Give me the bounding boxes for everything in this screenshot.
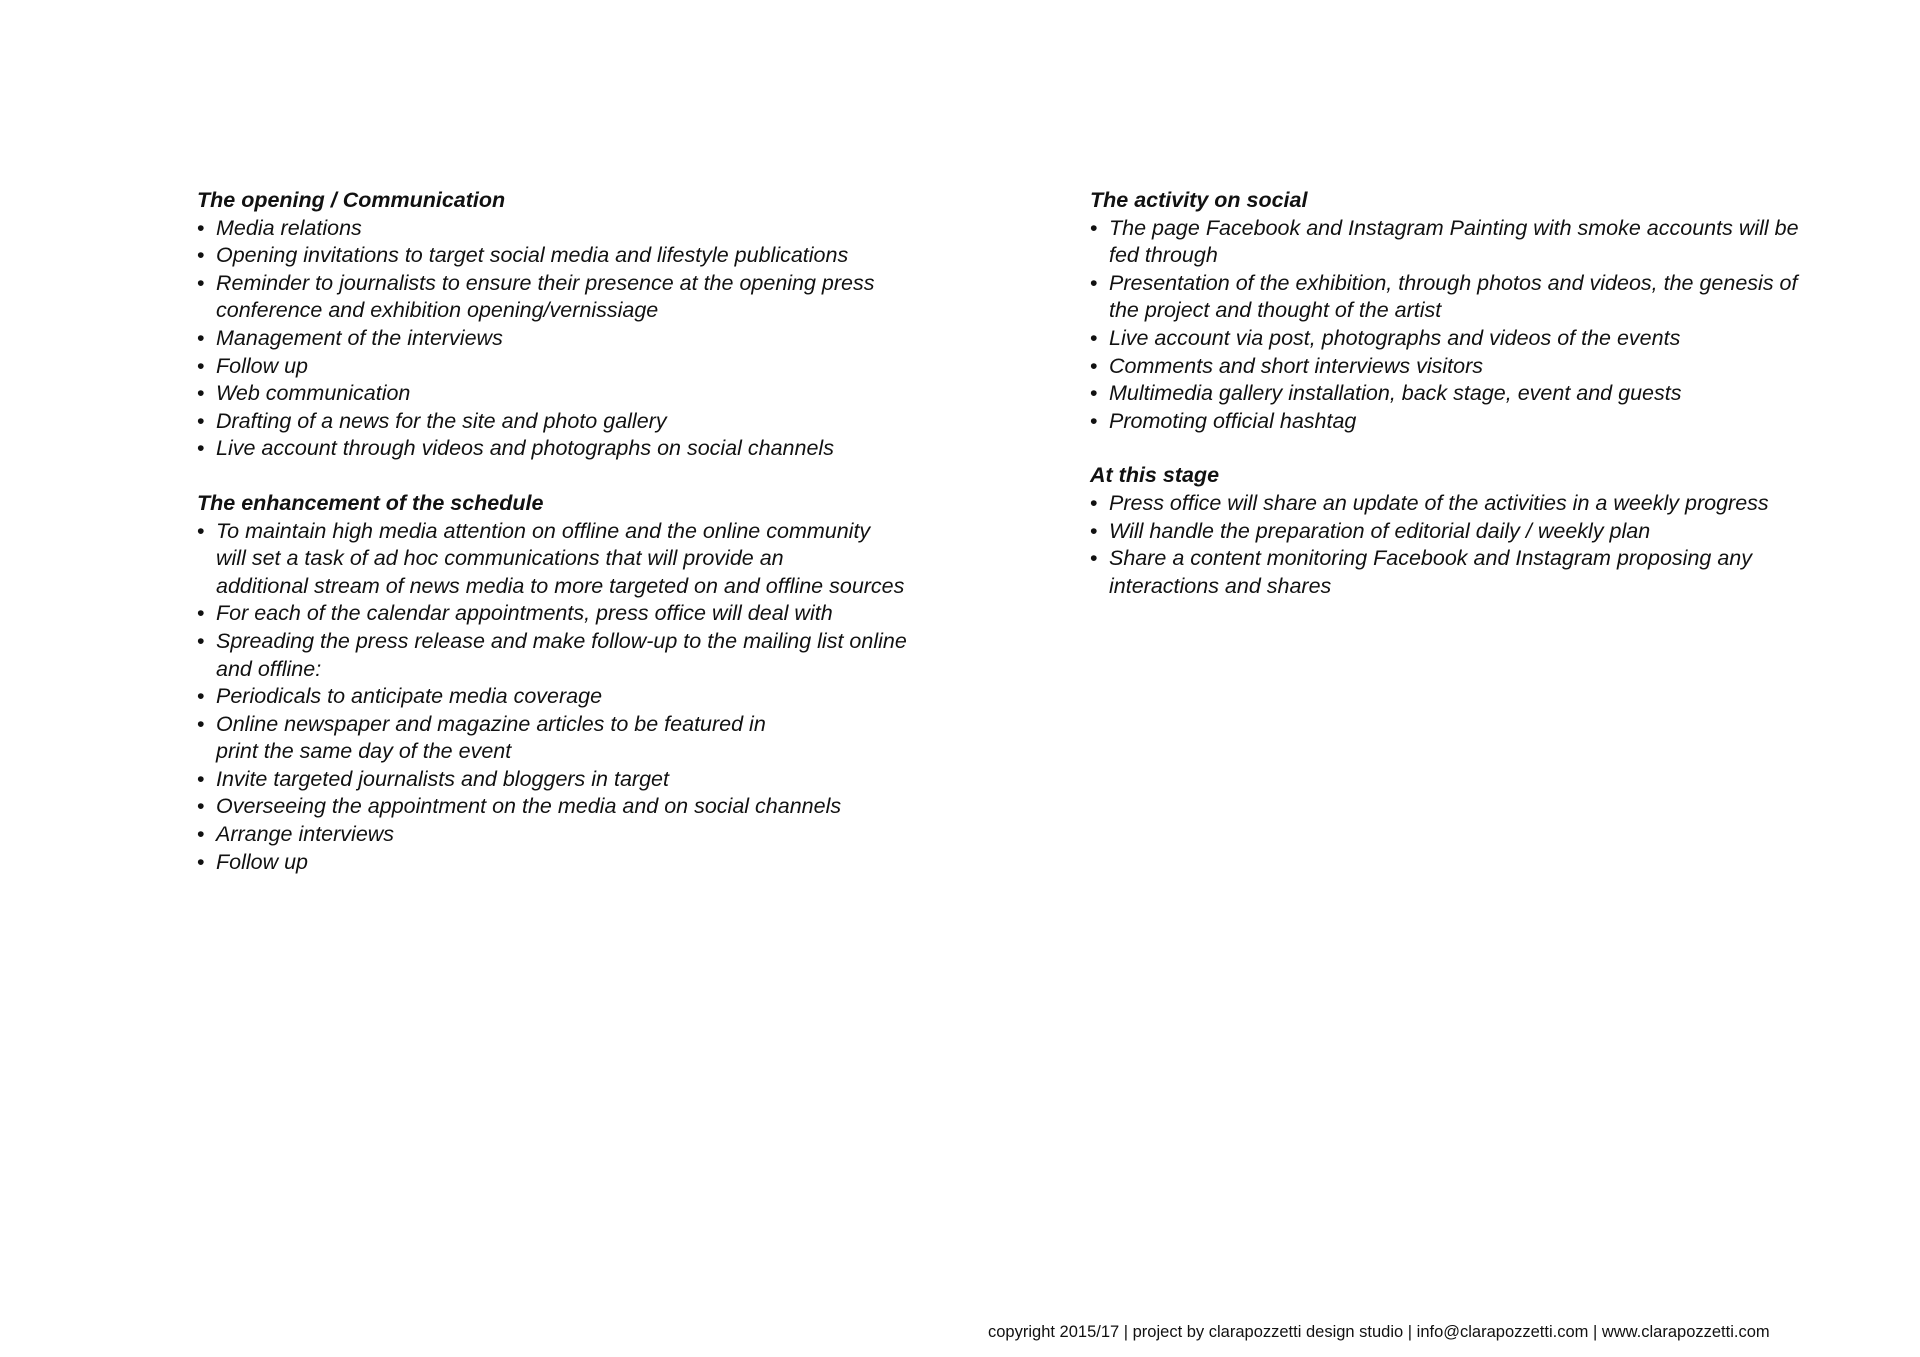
section-activity-social (1090, 187, 1890, 435)
list-item (1090, 545, 1890, 600)
list-item (197, 408, 997, 436)
list-item (197, 435, 997, 463)
bullet-list (1090, 215, 1890, 436)
list-item (1090, 215, 1890, 270)
list-item-line: • Press office will share an update of the activities in a weekly progress (1109, 490, 1769, 515)
list-item (197, 628, 997, 683)
list-item-line: interactions and shares (1109, 573, 1332, 598)
section-title: The enhancement of the schedule (197, 490, 544, 515)
list-item (197, 766, 997, 794)
list-item (197, 711, 997, 766)
list-item (197, 683, 997, 711)
bullet-list (1090, 490, 1890, 600)
list-item-line: • To maintain high media attention on offline and the online community (216, 518, 871, 543)
list-item-line: fed through (1109, 243, 1218, 268)
list-item-line: • Follow up (216, 353, 309, 378)
list-item (197, 242, 997, 270)
list-item-line: • Invite targeted journalists and bloggers in target (216, 766, 669, 791)
list-item-line: • Arrange interviews (216, 822, 395, 847)
list-item (197, 325, 997, 353)
list-item (197, 353, 997, 381)
list-item-line: • Promoting official hashtag (1109, 408, 1357, 433)
list-item-line: • Opening invitations to target social media and lifestyle publications (216, 243, 849, 268)
section-title: At this stage (1090, 463, 1220, 488)
list-item-line: • Periodicals to anticipate media coverage (216, 684, 603, 709)
list-item (197, 600, 997, 628)
section-opening-communication (197, 187, 997, 463)
section-title: The activity on social (1090, 188, 1308, 212)
list-item-line: • Media relations (216, 215, 362, 240)
list-item-line: • Drafting of a news for the site and photo gallery (216, 408, 667, 433)
list-item-line: print the same day of the event (216, 739, 512, 764)
list-item (197, 849, 997, 877)
right-column (1090, 187, 1890, 627)
bullet-list (197, 518, 997, 877)
list-item-line: • Presentation of the exhibition, through photos and videos, the genesis of (1109, 270, 1798, 295)
list-item-line: • The page Facebook and Instagram Painting with smoke accounts will be (1109, 215, 1799, 240)
list-item-line: • Live account via post, photographs and videos of the events (1109, 325, 1681, 350)
section-at-this-stage (1090, 462, 1890, 600)
list-item-line: • Comments and short interviews visitors (1109, 353, 1483, 378)
list-item (197, 518, 997, 601)
list-item-line: conference and exhibition opening/vernissiage (216, 298, 659, 323)
section-title: The opening / Communication (197, 188, 506, 212)
list-item-line: • Online newspaper and magazine articles to be featured in (216, 711, 766, 736)
list-item (1090, 518, 1890, 546)
list-item-line: • Share a content monitoring Facebook and Instagram proposing any (1109, 546, 1753, 571)
left-column (197, 187, 997, 903)
footer-copyright: copyright 2015/17 | project by clarapozzetti design studio | info@clarapozzetti.com | www.clarapozzetti.com (988, 1323, 1770, 1341)
list-item (1090, 270, 1890, 325)
section-enhancement-schedule (197, 490, 997, 876)
list-item (1090, 380, 1890, 408)
list-item-line: • Live account through videos and photographs on social channels (216, 436, 834, 461)
list-item (197, 215, 997, 243)
list-item-line: and offline: (216, 656, 322, 681)
list-item-line: • Management of the interviews (216, 325, 503, 350)
list-item (1090, 408, 1890, 436)
list-item-line: • For each of the calendar appointments, press office will deal with (216, 601, 833, 626)
list-item-line: additional stream of news media to more targeted on and offline sources (216, 573, 905, 598)
list-item-line: • Will handle the preparation of editorial daily / weekly plan (1109, 518, 1651, 543)
list-item-line: • Overseeing the appointment on the media and on social channels (216, 794, 842, 819)
list-item (197, 380, 997, 408)
list-item-line: • Reminder to journalists to ensure their presence at the opening press (216, 270, 875, 295)
bullet-list (197, 215, 997, 463)
list-item (1090, 325, 1890, 353)
list-item-line: • Spreading the press release and make follow-up to the mailing list online (216, 628, 907, 653)
list-item (1090, 353, 1890, 381)
list-item-line: • Multimedia gallery installation, back stage, event and guests (1109, 381, 1682, 406)
list-item (197, 793, 997, 821)
list-item-line: • Follow up (216, 849, 309, 874)
list-item-line: the project and thought of the artist (1109, 298, 1442, 323)
list-item-line: • Web communication (216, 381, 411, 406)
list-item (197, 270, 997, 325)
list-item (1090, 490, 1890, 518)
list-item-line: will set a task of ad hoc communications that will provide an (216, 546, 784, 571)
list-item (197, 821, 997, 849)
